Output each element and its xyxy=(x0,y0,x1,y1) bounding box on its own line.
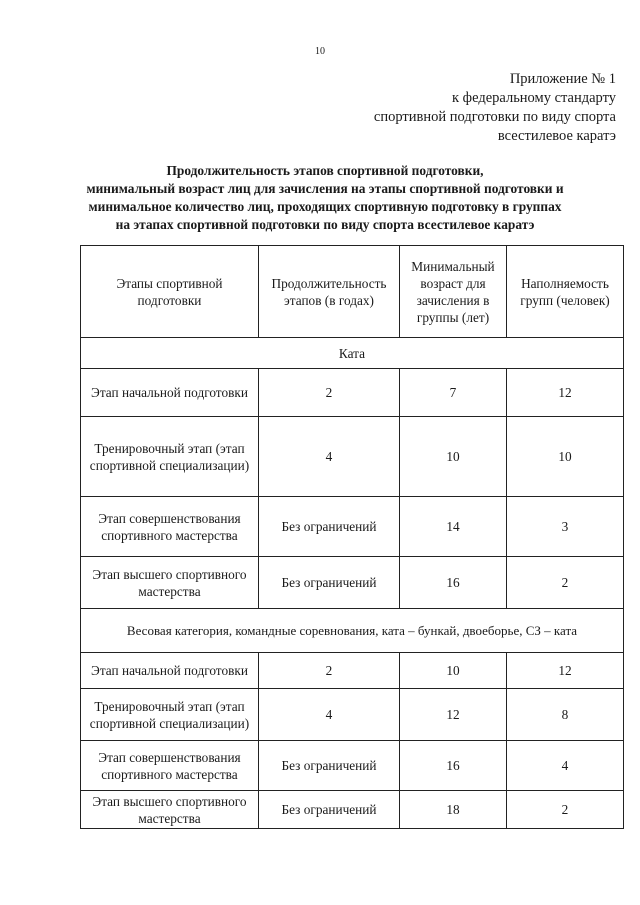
group-size-cell: 10 xyxy=(507,417,624,497)
table-row xyxy=(81,653,624,689)
annex-line: всестилевое каратэ xyxy=(497,128,616,144)
stages-table xyxy=(80,245,624,829)
stage-cell: Тренировочный этап (этап спортивной специализации) xyxy=(81,689,259,741)
stage-cell: Этап совершенствования спортивного мастерства xyxy=(81,741,259,791)
min-age-cell: 16 xyxy=(400,557,507,609)
section-title: Ката xyxy=(81,338,624,369)
duration-cell: Без ограничений xyxy=(259,791,400,829)
min-age-cell: 18 xyxy=(400,791,507,829)
min-age-cell: 10 xyxy=(400,417,507,497)
table-row xyxy=(81,741,624,791)
group-size-cell: 2 xyxy=(507,791,624,829)
min-age-cell: 14 xyxy=(400,497,507,557)
section-row-weight-category xyxy=(81,609,624,653)
stage-cell: Этап совершенствования спортивного мастерства xyxy=(81,497,259,557)
group-size-cell: 2 xyxy=(507,557,624,609)
annex-line: Приложение № 1 xyxy=(509,71,616,87)
duration-cell: Без ограничений xyxy=(259,557,400,609)
annex-line: к федеральному стандарту xyxy=(452,90,616,106)
table-row xyxy=(81,417,624,497)
table-header-row xyxy=(81,246,624,338)
annex-header xyxy=(286,70,616,146)
title-line: на этапах спортивной подготовки по виду спорта всестилевое каратэ xyxy=(115,217,535,232)
title-line: Продолжительность этапов спортивной подготовки, xyxy=(166,163,484,178)
duration-cell: 4 xyxy=(259,417,400,497)
table-row xyxy=(81,791,624,829)
stage-cell: Этап высшего спортивного мастерства xyxy=(81,791,259,829)
header-group-size: Наполняемость групп (человек) xyxy=(507,246,624,338)
stage-cell: Этап начальной подготовки xyxy=(81,369,259,417)
group-size-cell: 8 xyxy=(507,689,624,741)
header-duration: Продолжительность этапов (в годах) xyxy=(259,246,400,338)
duration-cell: 2 xyxy=(259,369,400,417)
header-min-age: Минимальный возраст для зачисления в группы (лет) xyxy=(400,246,507,338)
duration-cell: Без ограничений xyxy=(259,497,400,557)
header-stages: Этапы спортивной подготовки xyxy=(81,246,259,338)
table-row xyxy=(81,557,624,609)
min-age-cell: 12 xyxy=(400,689,507,741)
min-age-cell: 16 xyxy=(400,741,507,791)
group-size-cell: 12 xyxy=(507,369,624,417)
table-row xyxy=(81,497,624,557)
section-title: Весовая категория, командные соревнования, ката – бункай, двоеборье, СЗ – ката xyxy=(81,609,624,653)
group-size-cell: 3 xyxy=(507,497,624,557)
min-age-cell: 7 xyxy=(400,369,507,417)
stage-cell: Тренировочный этап (этап спортивной специализации) xyxy=(81,417,259,497)
table-row xyxy=(81,689,624,741)
title-line: минимальное количество лиц, проходящих спортивную подготовку в группах xyxy=(88,199,562,214)
min-age-cell: 10 xyxy=(400,653,507,689)
document-title xyxy=(60,162,590,234)
group-size-cell: 4 xyxy=(507,741,624,791)
group-size-cell: 12 xyxy=(507,653,624,689)
table-row xyxy=(81,369,624,417)
title-line: минимальный возраст лиц для зачисления на этапы спортивной подготовки и xyxy=(86,181,564,196)
page-number: 10 xyxy=(315,46,325,57)
duration-cell: 4 xyxy=(259,689,400,741)
stage-cell: Этап начальной подготовки xyxy=(81,653,259,689)
section-row-kata xyxy=(81,338,624,369)
stage-cell: Этап высшего спортивного мастерства xyxy=(81,557,259,609)
duration-cell: 2 xyxy=(259,653,400,689)
duration-cell: Без ограничений xyxy=(259,741,400,791)
annex-line: спортивной подготовки по виду спорта xyxy=(373,109,616,125)
